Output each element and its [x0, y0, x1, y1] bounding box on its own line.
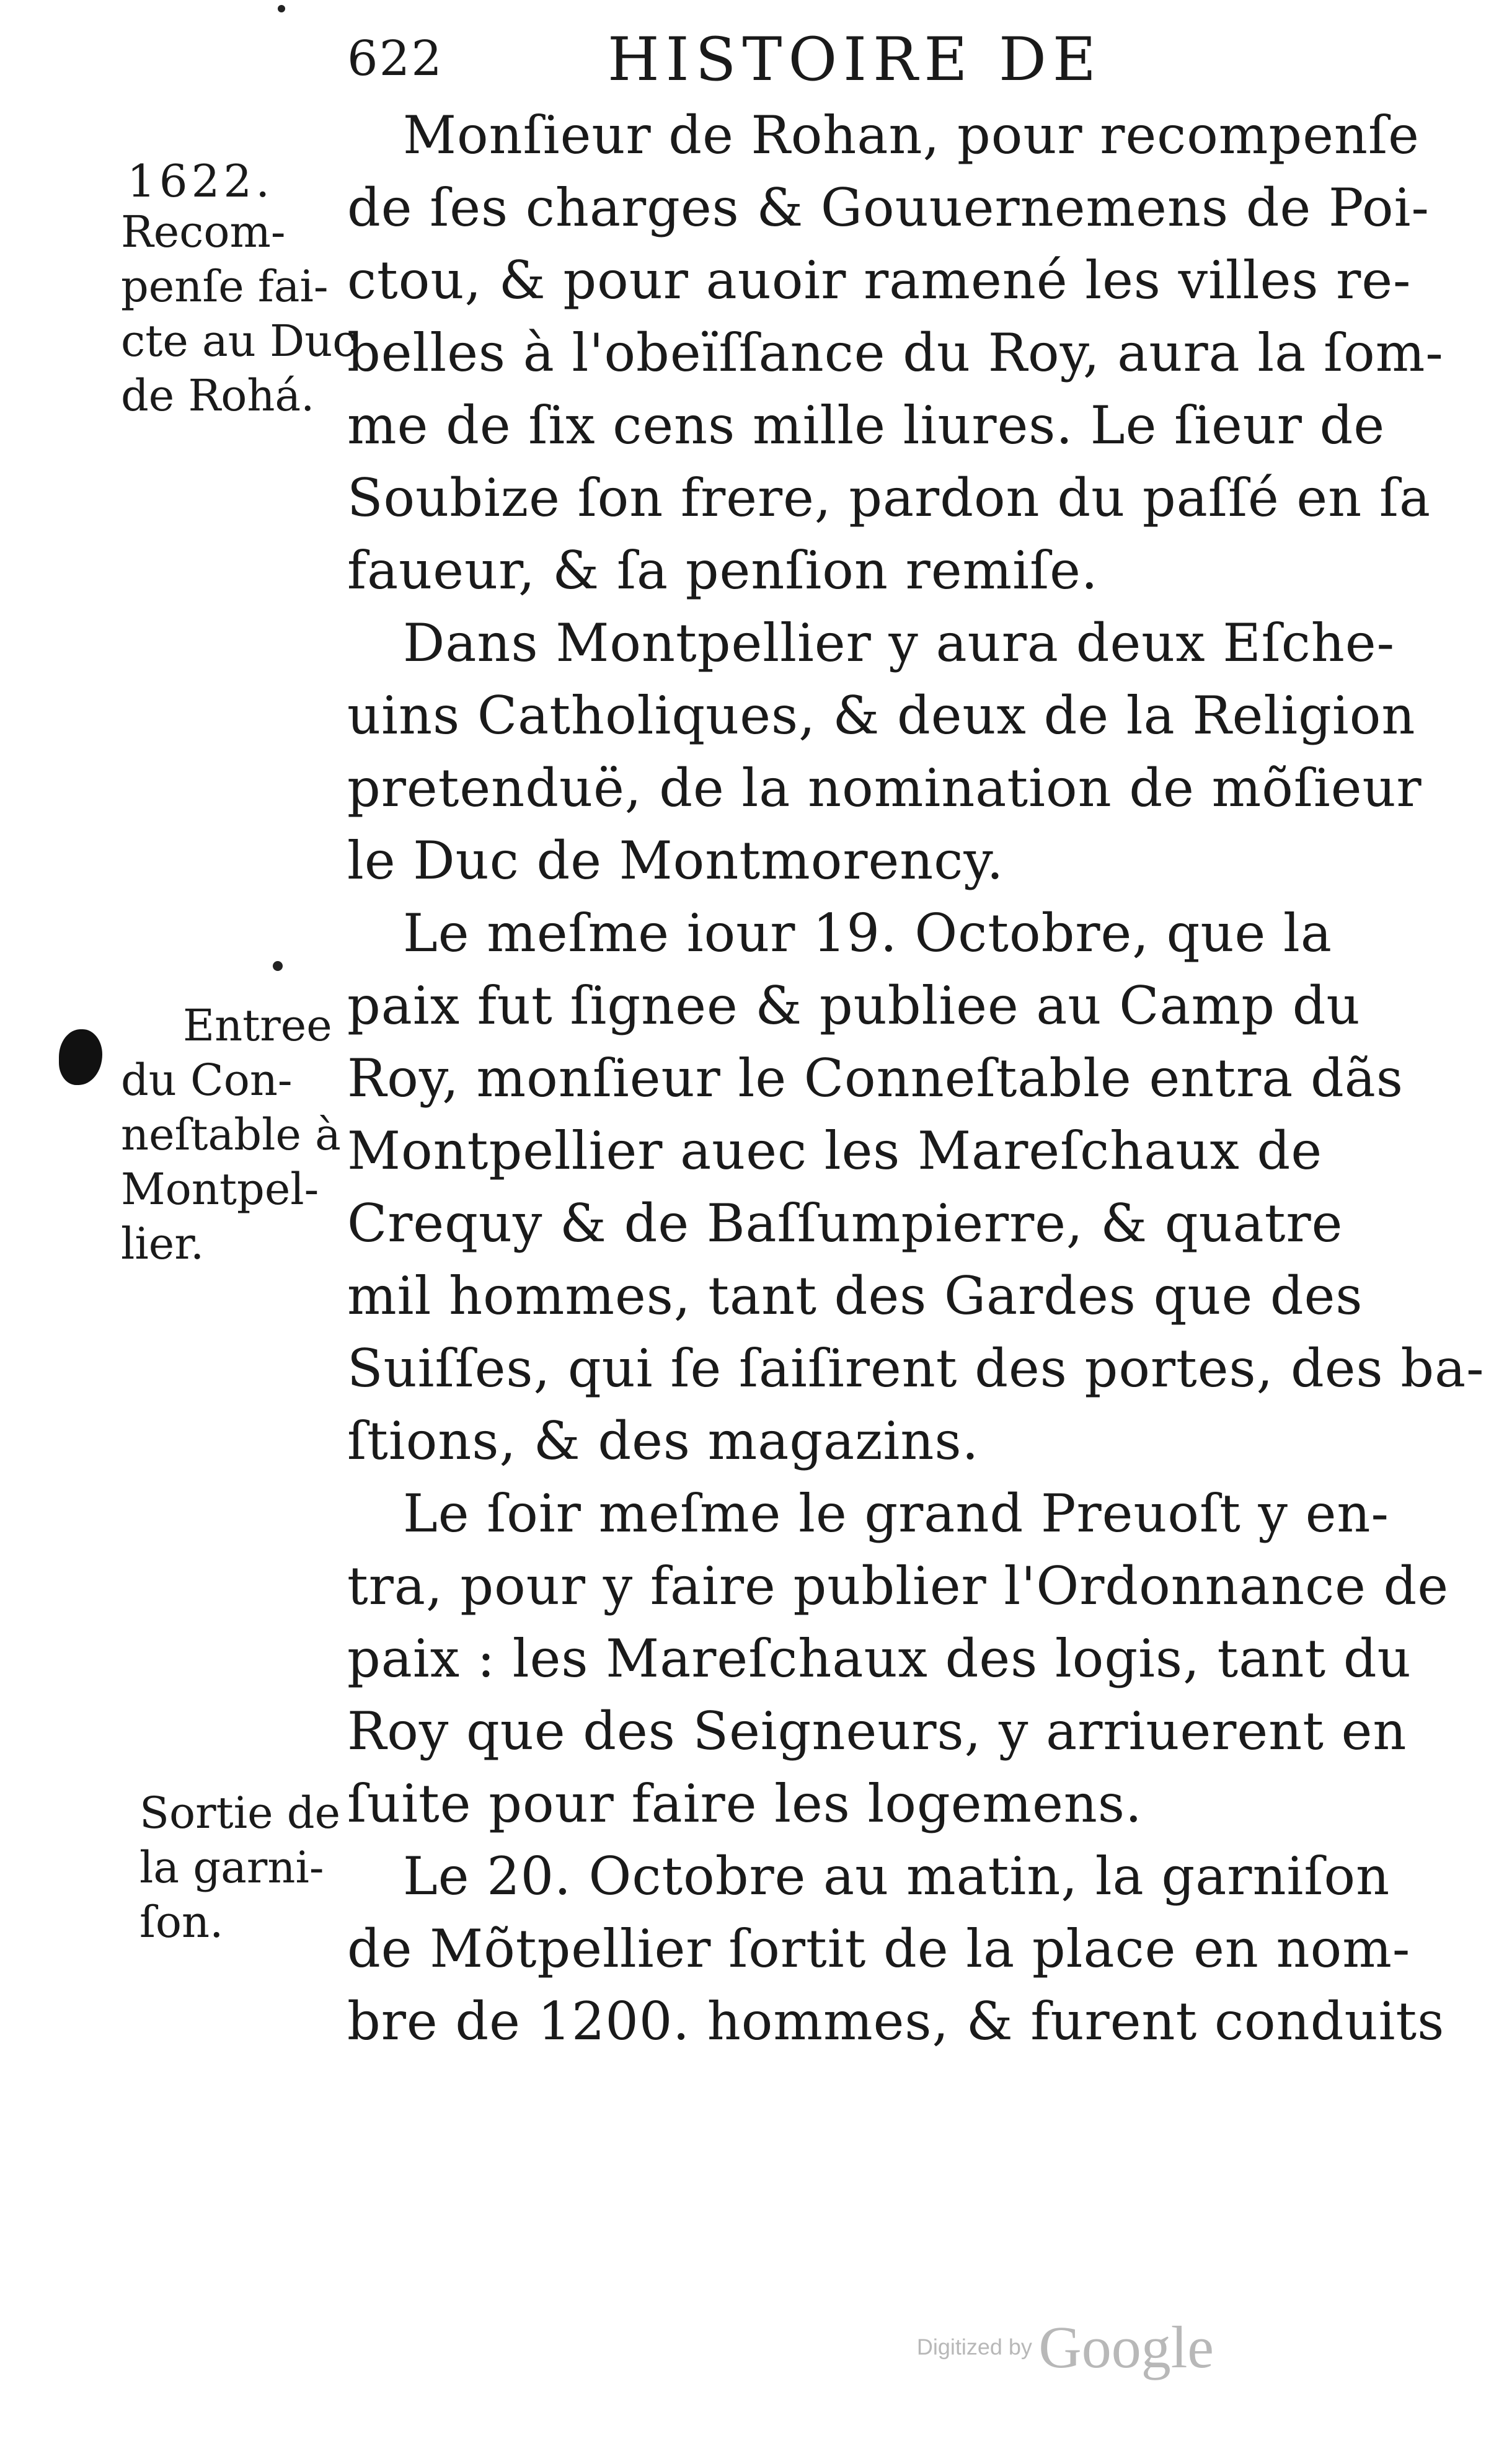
margin-note-line: neſtable à	[121, 1109, 341, 1160]
margin-note-line: la garni-	[139, 1842, 324, 1893]
text-line: Monſieur de Rohan, pour recompenſe	[403, 105, 1420, 166]
text-line: Le meſme iour 19. Octobre, que la	[403, 903, 1332, 964]
text-line: me de ſix cens mille liures. Le ſieur de	[347, 395, 1386, 456]
text-line: ſtions, & des magazins.	[347, 1411, 979, 1471]
margin-note-line: Recom-	[121, 206, 286, 257]
ink-speck	[273, 961, 283, 971]
margin-year: 1622.	[127, 155, 274, 207]
running-head: HISTOIRE DE	[608, 25, 1102, 94]
text-line: ctou, & pour auoir ramené les villes re-	[347, 250, 1412, 311]
text-line: tra, pour y faire publier l'Ordonnance de	[347, 1556, 1449, 1616]
ink-blot	[59, 1029, 102, 1085]
ink-speck	[278, 5, 285, 12]
margin-note-line: Sortie de	[139, 1788, 340, 1838]
text-line: Crequy & de Baſſumpierre, & quatre	[347, 1193, 1343, 1254]
margin-note-line: Entree	[183, 1000, 332, 1051]
text-line: Le 20. Octobre au matin, la garniſon	[403, 1846, 1391, 1907]
text-line: de Mõtpellier ſortit de la place en nom-	[347, 1918, 1411, 1979]
page-header	[347, 25, 1401, 99]
digitized-watermark	[917, 2313, 1214, 2382]
text-line: Dans Montpellier y aura deux Eſche-	[403, 613, 1395, 673]
google-logo: Google	[1038, 2314, 1214, 2380]
text-line: paix fut ſignee & publiee au Camp du	[347, 975, 1361, 1036]
margin-note-line: ſon.	[139, 1897, 224, 1948]
text-line: bre de 1200. hommes, & furent conduits	[347, 1991, 1445, 2052]
page-number: 622	[347, 31, 443, 87]
margin-note-entree	[121, 998, 344, 1271]
margin-note-sortie	[139, 1786, 363, 1949]
text-line: Roy, monſieur le Conneſtable entra dãs	[347, 1048, 1404, 1109]
margin-note-line: de Rohá.	[121, 370, 315, 421]
text-line: mil hommes, tant des Gardes que des	[347, 1265, 1363, 1326]
text-line: ſuite pour faire les logemens.	[347, 1773, 1143, 1834]
text-line: le Duc de Montmorency.	[347, 830, 1004, 891]
watermark-prefix: Digitized by	[916, 2334, 1032, 2360]
margin-note-line: du Con-	[121, 1055, 293, 1106]
text-line: Suiſſes, qui ſe ſaiſirent des portes, des ba-	[347, 1338, 1485, 1399]
body-text	[347, 99, 1485, 2058]
text-line: Le ſoir meſme le grand Preuoſt y en-	[403, 1483, 1389, 1544]
text-line: paix : les Mareſchaux des logis, tant du	[347, 1628, 1412, 1689]
margin-note-line: cte au Duc	[121, 316, 357, 366]
text-line: uins Catholiques, & deux de la Religion	[347, 685, 1416, 746]
text-line: faueur, & ſa penſion remiſe.	[347, 540, 1099, 601]
text-line: de ſes charges & Gouuernemens de Poi-	[347, 177, 1430, 238]
text-line: belles à l'obeïſſance du Roy, aura la ſom-	[347, 322, 1444, 383]
margin-note-line: lier.	[121, 1218, 205, 1269]
text-line: Roy que des Seigneurs, y arriuerent en	[347, 1701, 1407, 1762]
text-line: pretenduë, de la nomination de mõſieur	[347, 758, 1422, 818]
margin-note-line: penſe fai-	[121, 261, 329, 312]
text-line: Montpellier auec les Mareſchaux de	[347, 1120, 1323, 1181]
margin-note-recompense	[121, 205, 357, 423]
text-line: Soubize ſon frere, pardon du paſſé en ſa	[347, 468, 1431, 528]
margin-note-line: Montpel-	[121, 1164, 319, 1215]
